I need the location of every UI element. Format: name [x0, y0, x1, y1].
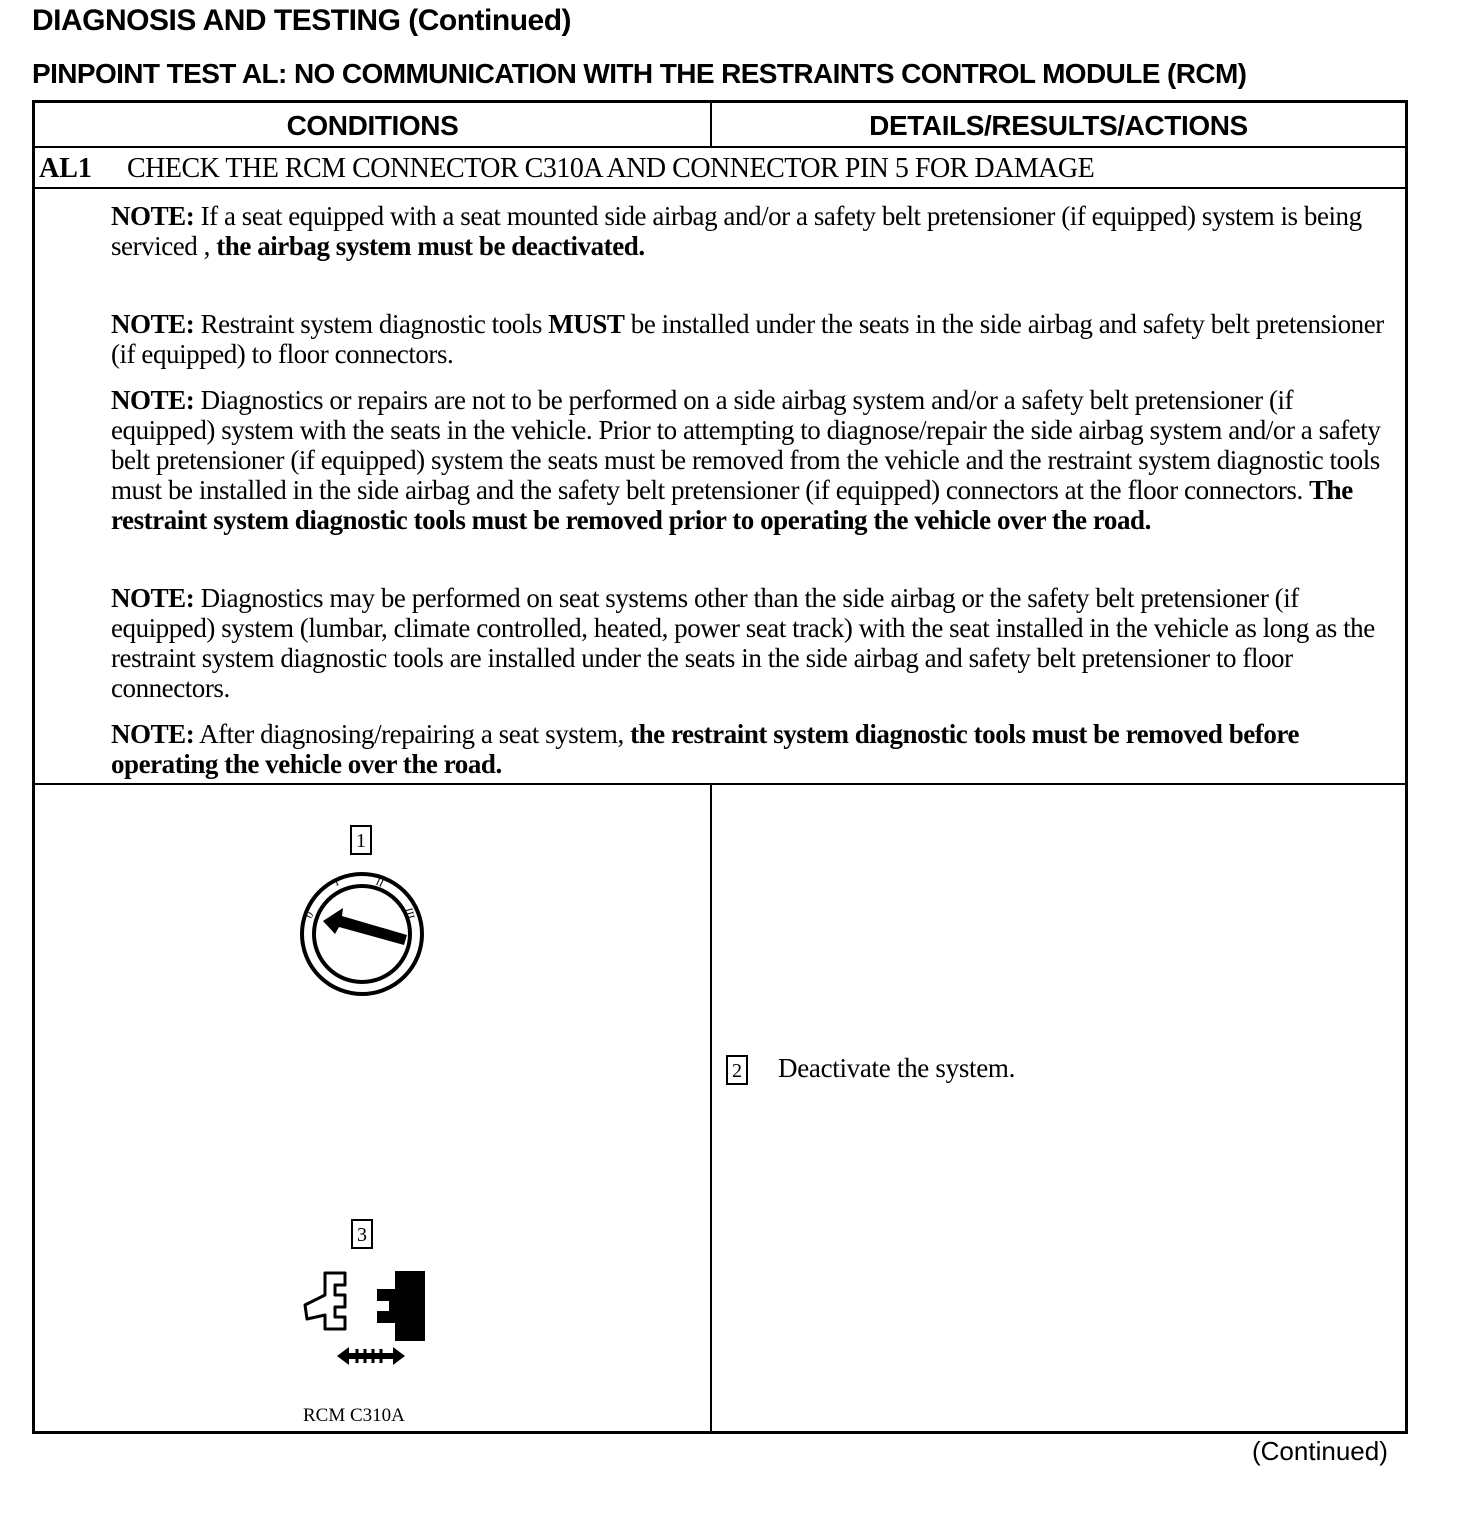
note-warning: the airbag system must be deactivated. — [216, 231, 645, 261]
step-row — [35, 148, 1405, 189]
conditions-column-header: CONDITIONS — [35, 103, 712, 146]
ignition-key-arrow — [323, 908, 407, 945]
continued-label: (Continued) — [1252, 1436, 1388, 1466]
ignition-switch-icon — [297, 869, 427, 999]
note-text: If a seat equipped with a seat mounted side airbag and/or a safety belt pretensioner (if equipped) system is being serviced , — [111, 201, 1362, 261]
conditions-illustration-cell — [35, 785, 712, 1431]
disconnect-arrow-right — [393, 1347, 405, 1365]
step-id: AL1 — [39, 153, 92, 184]
callout-2: 2 — [726, 1055, 748, 1085]
note-text: After diagnosing/repairing a seat system, — [194, 719, 631, 749]
ignition-mark-2: II — [373, 875, 386, 890]
note-3 — [111, 385, 1401, 535]
ignition-mark-3: III — [402, 906, 417, 921]
note-2 — [111, 309, 1401, 369]
rcm-connector-icon — [297, 1265, 427, 1385]
ignition-mark-0: 0 — [303, 909, 317, 921]
note-warning: The restraint system diagnostic tools must be removed prior to operating the vehicle over the road. — [111, 475, 1353, 535]
connector-right-half — [377, 1271, 425, 1341]
ignition-mark-1: I — [332, 876, 341, 889]
note-emphasis: MUST — [548, 309, 625, 339]
note-warning: the restraint system diagnostic tools must be removed before operating the vehicle over the road. — [111, 719, 1299, 779]
note-text: Diagnostics or repairs are not to be performed on a side airbag system and/or a safety belt pretensioner (if equipped) system with the seats in the vehicle. Prior to attempting to diagnose/repair the side airbag system and/or a safety belt pretensioner (if equipped) system the seats must be removed from the vehicle and the restraint system diagnostic tools must be installed in the side airbag and the safety belt pretensioner (if equipped) connectors at the floor connectors. — [111, 385, 1381, 505]
pinpoint-test-title: PINPOINT TEST AL: NO COMMUNICATION WITH THE RESTRAINTS CONTROL MODULE (RCM) — [32, 58, 1247, 89]
note-label: NOTE: — [111, 201, 195, 231]
step-title: CHECK THE RCM CONNECTOR C310A AND CONNECTOR PIN 5 FOR DAMAGE — [127, 153, 1095, 184]
callout-3: 3 — [351, 1219, 373, 1249]
details-actions-cell — [712, 785, 1405, 1431]
callout-1: 1 — [350, 825, 372, 855]
note-label: NOTE: — [111, 385, 195, 415]
connector-label: RCM C310A — [303, 1405, 405, 1426]
ignition-outer-ring — [302, 874, 422, 994]
pinpoint-test-table — [32, 100, 1408, 1434]
disconnect-arrow-left — [337, 1347, 349, 1365]
table-header-row — [35, 103, 1405, 148]
page-title: DIAGNOSIS AND TESTING (Continued) — [32, 4, 572, 37]
connector-left-half — [305, 1273, 345, 1329]
note-label: NOTE: — [111, 719, 195, 749]
action-text: Deactivate the system. — [778, 1053, 1016, 1083]
note-4 — [111, 583, 1401, 703]
note-text: Diagnostics may be performed on seat systems other than the side airbag or the safety belt pretensioner (if equipped) system (lumbar, climate controlled, heated, power seat track) with the seat installed in the vehicle as long as the restraint system diagnostic tools are installed under the seats in the side airbag and safety belt pretensioner to floor connectors. — [111, 583, 1375, 703]
note-label: NOTE: — [111, 309, 195, 339]
note-text: Restraint system diagnostic tools — [194, 309, 549, 339]
notes-area — [35, 189, 1405, 785]
details-column-header: DETAILS/RESULTS/ACTIONS — [869, 110, 1248, 141]
note-5 — [111, 719, 1401, 779]
note-text: be installed under the seats in the side airbag and safety belt pretensioner (if equipped) to floor connectors. — [111, 309, 1384, 369]
note-label: NOTE: — [111, 583, 195, 613]
note-1 — [111, 201, 1401, 261]
